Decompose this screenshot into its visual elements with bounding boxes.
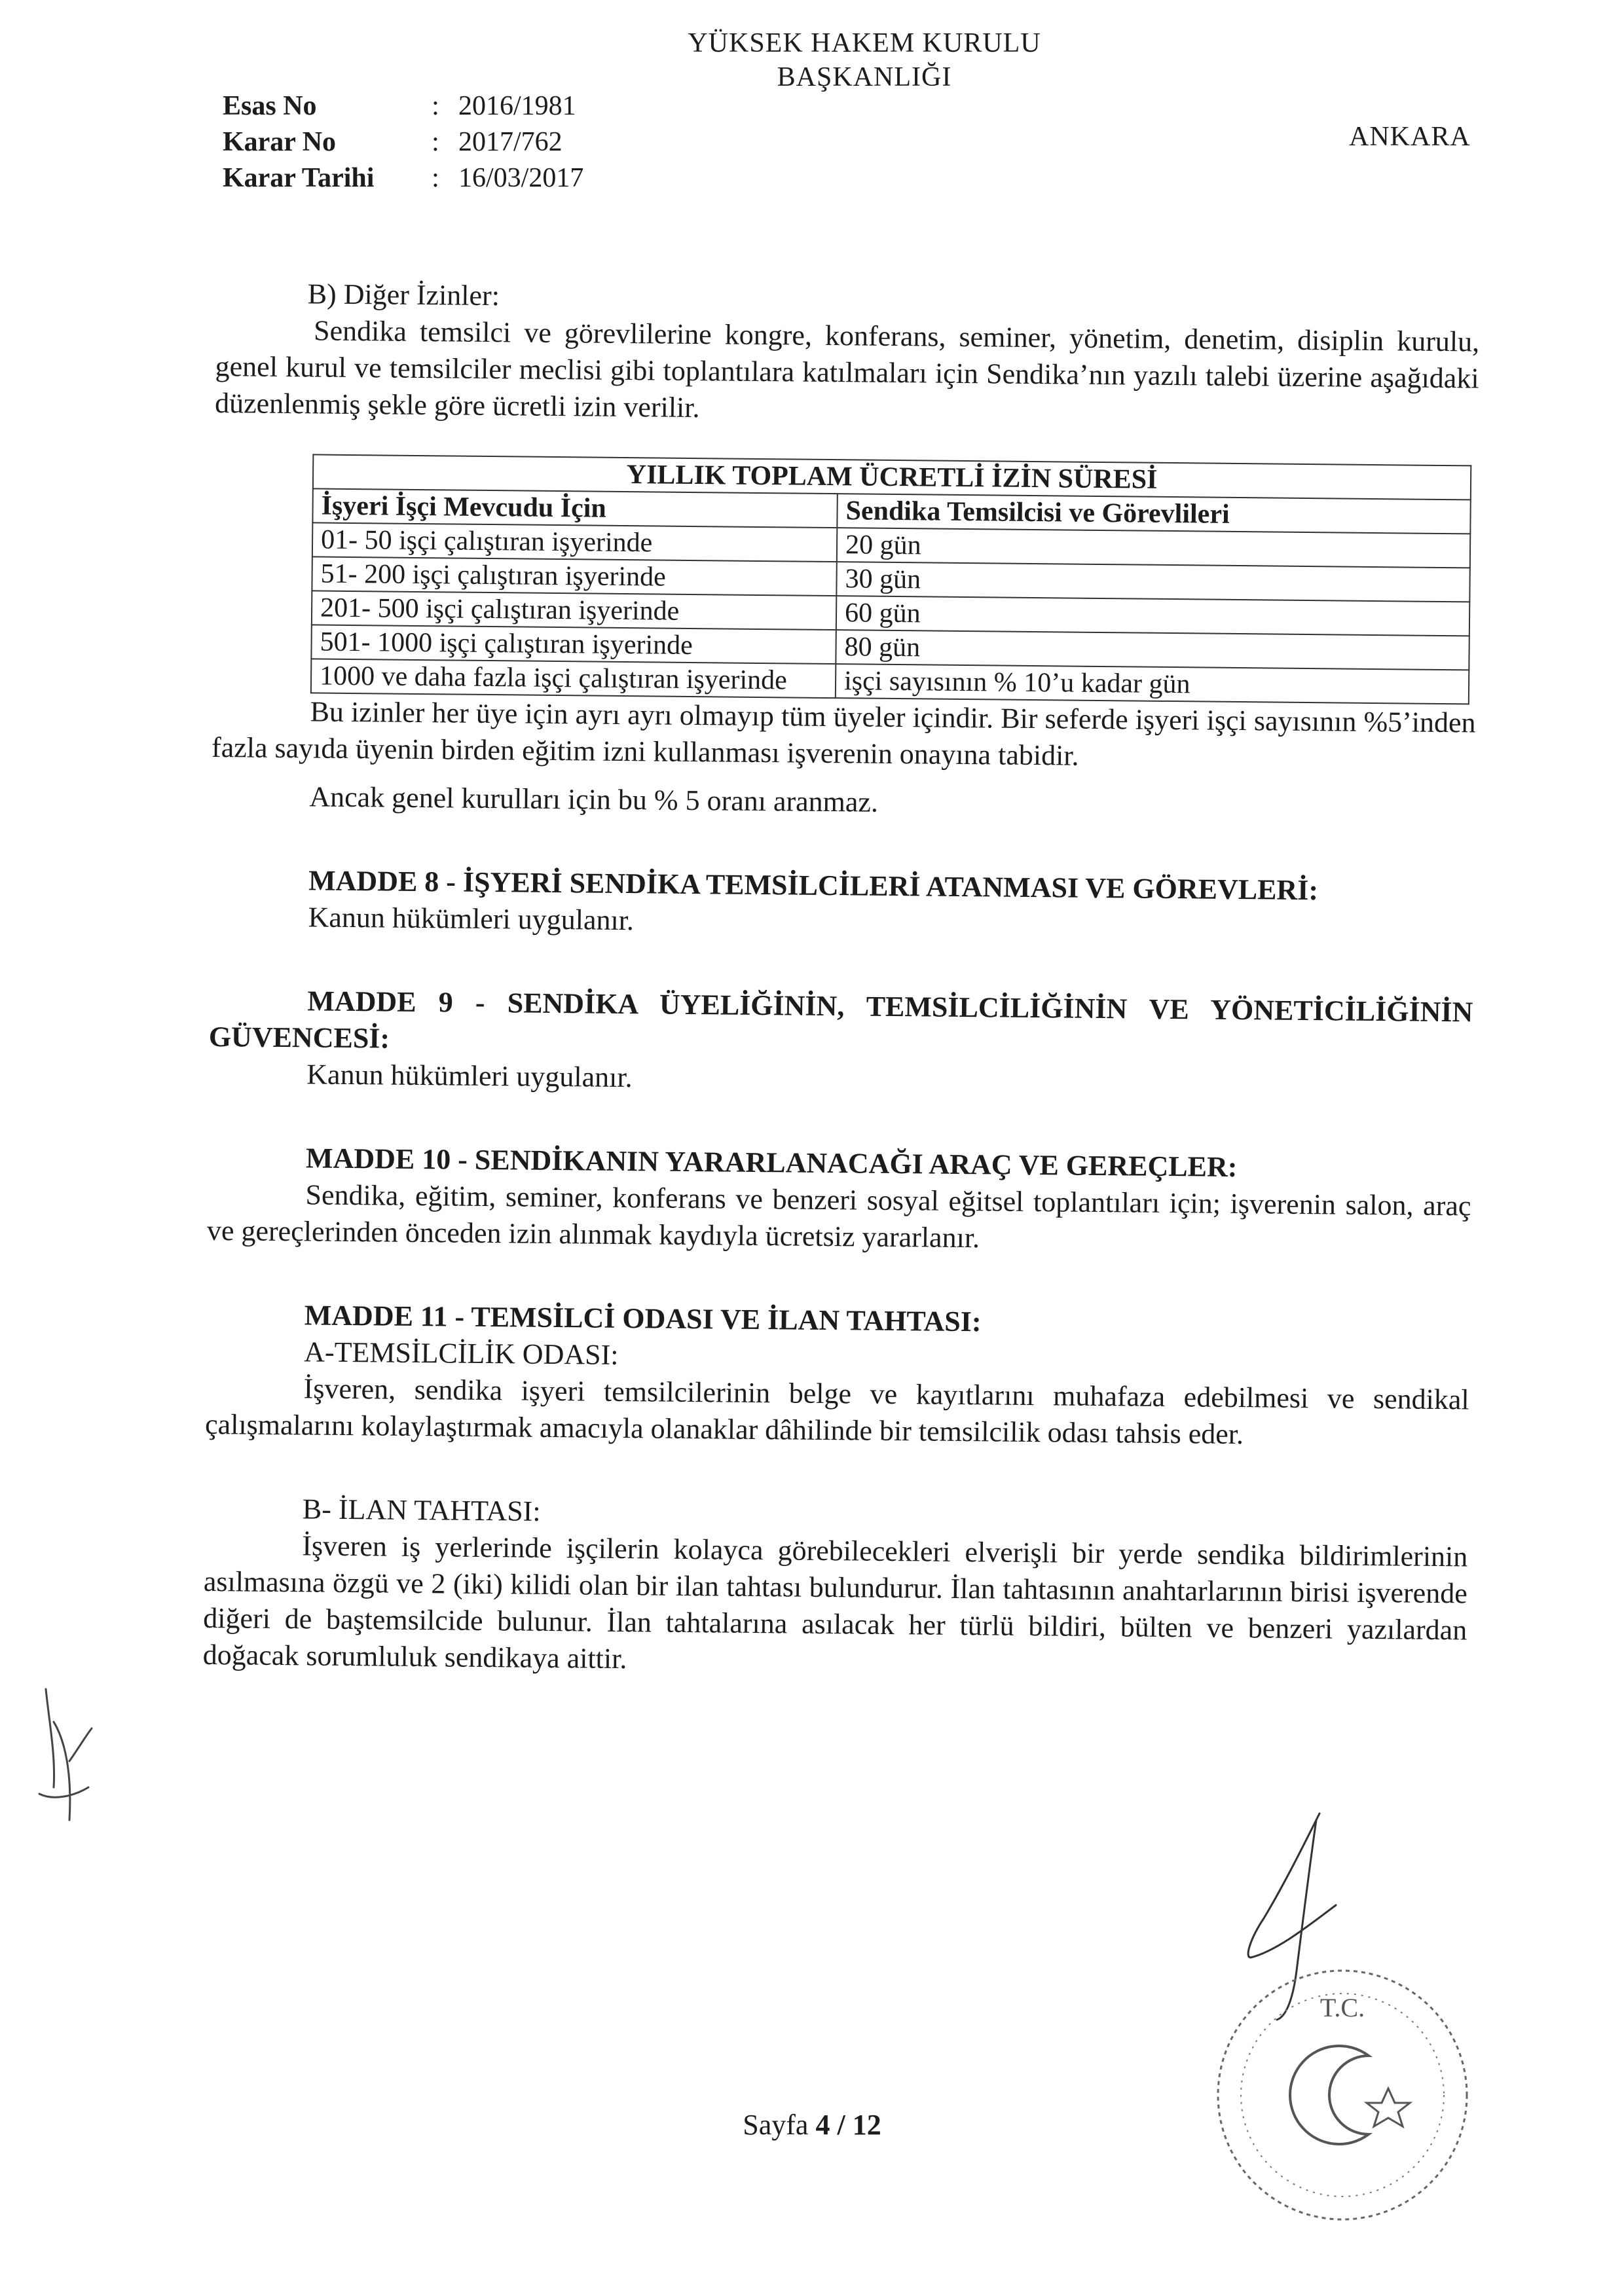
tarih-value: 16/03/2017	[458, 163, 584, 193]
esas-row	[223, 88, 583, 124]
madde-11-sub-b-text: İşveren iş yerlerinde işçilerin kolayca görebilecekleri elverişli bir yerde sendika bildirimlerinin asılmasına özgü ve 2 (iki) kilidi olan bir ilan tahtası bulundurur. İlan tahtasının anahtarlarının birisi işverende diğeri de baştemsilcide bulunur. İlan tahtalarına asılacak her türlü bildiri, bülten ve benzeri yazılardan doğacak sorumluluk sendikaya aittir.	[202, 1529, 1468, 1675]
madde-8-heading: MADDE 8 - İŞYERİ SENDİKA TEMSİLCİLERİ ATANMASI VE GÖREVLERİ:	[308, 864, 1319, 907]
leave-table-title: YILLIK TOPLAM ÜCRETLİ İZİN SÜRESİ	[313, 454, 1471, 500]
page-number	[707, 2108, 917, 2141]
workplace-cell: 1000 ve daha fazla işçi çalıştıran işyerinde	[311, 659, 836, 698]
case-metadata	[223, 88, 583, 196]
issuing-authority	[629, 26, 1100, 94]
esas-value: 2016/1981	[458, 91, 576, 121]
madde-9-heading: MADDE 9 - SENDİKA ÜYELİĞİNİN, TEMSİLCİLİĞİNİN VE YÖNETİCİLİĞİNİN GÜVENCESİ:	[208, 985, 1473, 1055]
leave-cell: 60 gün	[836, 596, 1469, 636]
madde-10-text: Sendika, eğitim, seminer, konferans ve benzeri sosyal eğitsel toplantıları için; işverenin salon, araç ve gereçlerinden önceden izin alınmak kaydıyla ücretsiz yararlanır.	[206, 1178, 1471, 1254]
page-prefix: Sayfa	[743, 2109, 809, 2141]
leave-table	[310, 454, 1471, 704]
esas-colon: :	[432, 91, 439, 121]
page-separator: /	[837, 2109, 845, 2141]
section-b-paragraph: Sendika temsilci ve görevlilerine kongre, konferans, seminer, yönetim, denetim, disiplin kurulu, genel kurul ve temsilciler meclisi gibi toplantılara katılmaları için Sendika’nın yazılı talebi üzerine aşağıdaki düzenlenmiş şekle göre ücretli izin verilir.	[214, 314, 1480, 424]
madde-9-text: Kanun hükümleri uygulanır.	[306, 1058, 633, 1094]
section-b-title: B) Diğer İzinler:	[307, 278, 500, 312]
page-current: 4	[815, 2109, 830, 2141]
madde-11-heading: MADDE 11 - TEMSİLCİ ODASI VE İLAN TAHTASI:	[304, 1299, 982, 1338]
leave-cell: 80 gün	[836, 630, 1469, 670]
workplace-cell: 01- 50 işçi çalıştıran işyerinde	[312, 522, 837, 562]
authority-line-2: BAŞKANLIĞI	[777, 62, 952, 92]
city-label: ANKARA	[1349, 122, 1471, 152]
document-body	[202, 275, 1479, 1685]
workplace-cell: 201- 500 işçi çalıştıran işyerinde	[312, 591, 836, 630]
madde-11-sub-a-title: A-TEMSİLCİLİK ODASI:	[303, 1336, 619, 1371]
madde-8-text: Kanun hükümleri uygulanır.	[308, 901, 635, 937]
after-table-paragraph-2: Ancak genel kurulları için bu % 5 oranı aranmaz.	[309, 780, 879, 818]
leave-cell: 30 gün	[836, 562, 1469, 602]
madde-11-sub-b-title: B- İLAN TAHTASI:	[302, 1493, 541, 1527]
tarih-label: Karar Tarihi	[223, 163, 375, 193]
seal-text: T.C.	[1320, 1993, 1365, 2022]
page-total: 12	[852, 2109, 881, 2141]
leave-table-col2-header: Sendika Temsilcisi ve Görevlileri	[837, 494, 1470, 534]
madde-10-heading: MADDE 10 - SENDİKANIN YARARLANACAĞI ARAÇ VE GEREÇLER:	[305, 1142, 1238, 1184]
karar-colon: :	[432, 127, 439, 157]
authority-line-1: YÜKSEK HAKEM KURULU	[688, 28, 1041, 58]
esas-label: Esas No	[223, 91, 317, 121]
leave-cell: 20 gün	[837, 528, 1470, 568]
madde-11-sub-a-text: İşveren, sendika işyeri temsilcilerinin belge ve kayıtlarını muhafaza edebilmesi ve sendikal çalışmalarını kolaylaştırmak amacıyla olanaklar dâhilinde bir temsilcilik odası tahsis eder.	[204, 1372, 1469, 1451]
workplace-cell: 51- 200 işçi çalıştıran işyerinde	[312, 556, 836, 596]
workplace-cell: 501- 1000 işçi çalıştıran işyerinde	[311, 625, 836, 664]
karar-row	[223, 124, 583, 160]
karar-value: 2017/762	[458, 127, 563, 157]
tarih-colon: :	[432, 163, 439, 193]
leave-cell: işçi sayısının % 10’u kadar gün	[836, 664, 1469, 704]
karar-label: Karar No	[223, 127, 337, 157]
after-table-paragraph-1: Bu izinler her üye için ayrı ayrı olmayıp tüm üyeler içindir. Bir seferde işyeri işçi sayısının %5’inden fazla sayıda üyenin birden eğitim izni kullanması işverenin onayına tabidir.	[211, 695, 1476, 772]
left-margin-signature	[26, 1683, 98, 1840]
leave-table-col1-header: İşyeri İşçi Mevcudu İçin	[312, 488, 837, 528]
official-seal	[1205, 1958, 1480, 2232]
tarih-row	[223, 160, 583, 196]
